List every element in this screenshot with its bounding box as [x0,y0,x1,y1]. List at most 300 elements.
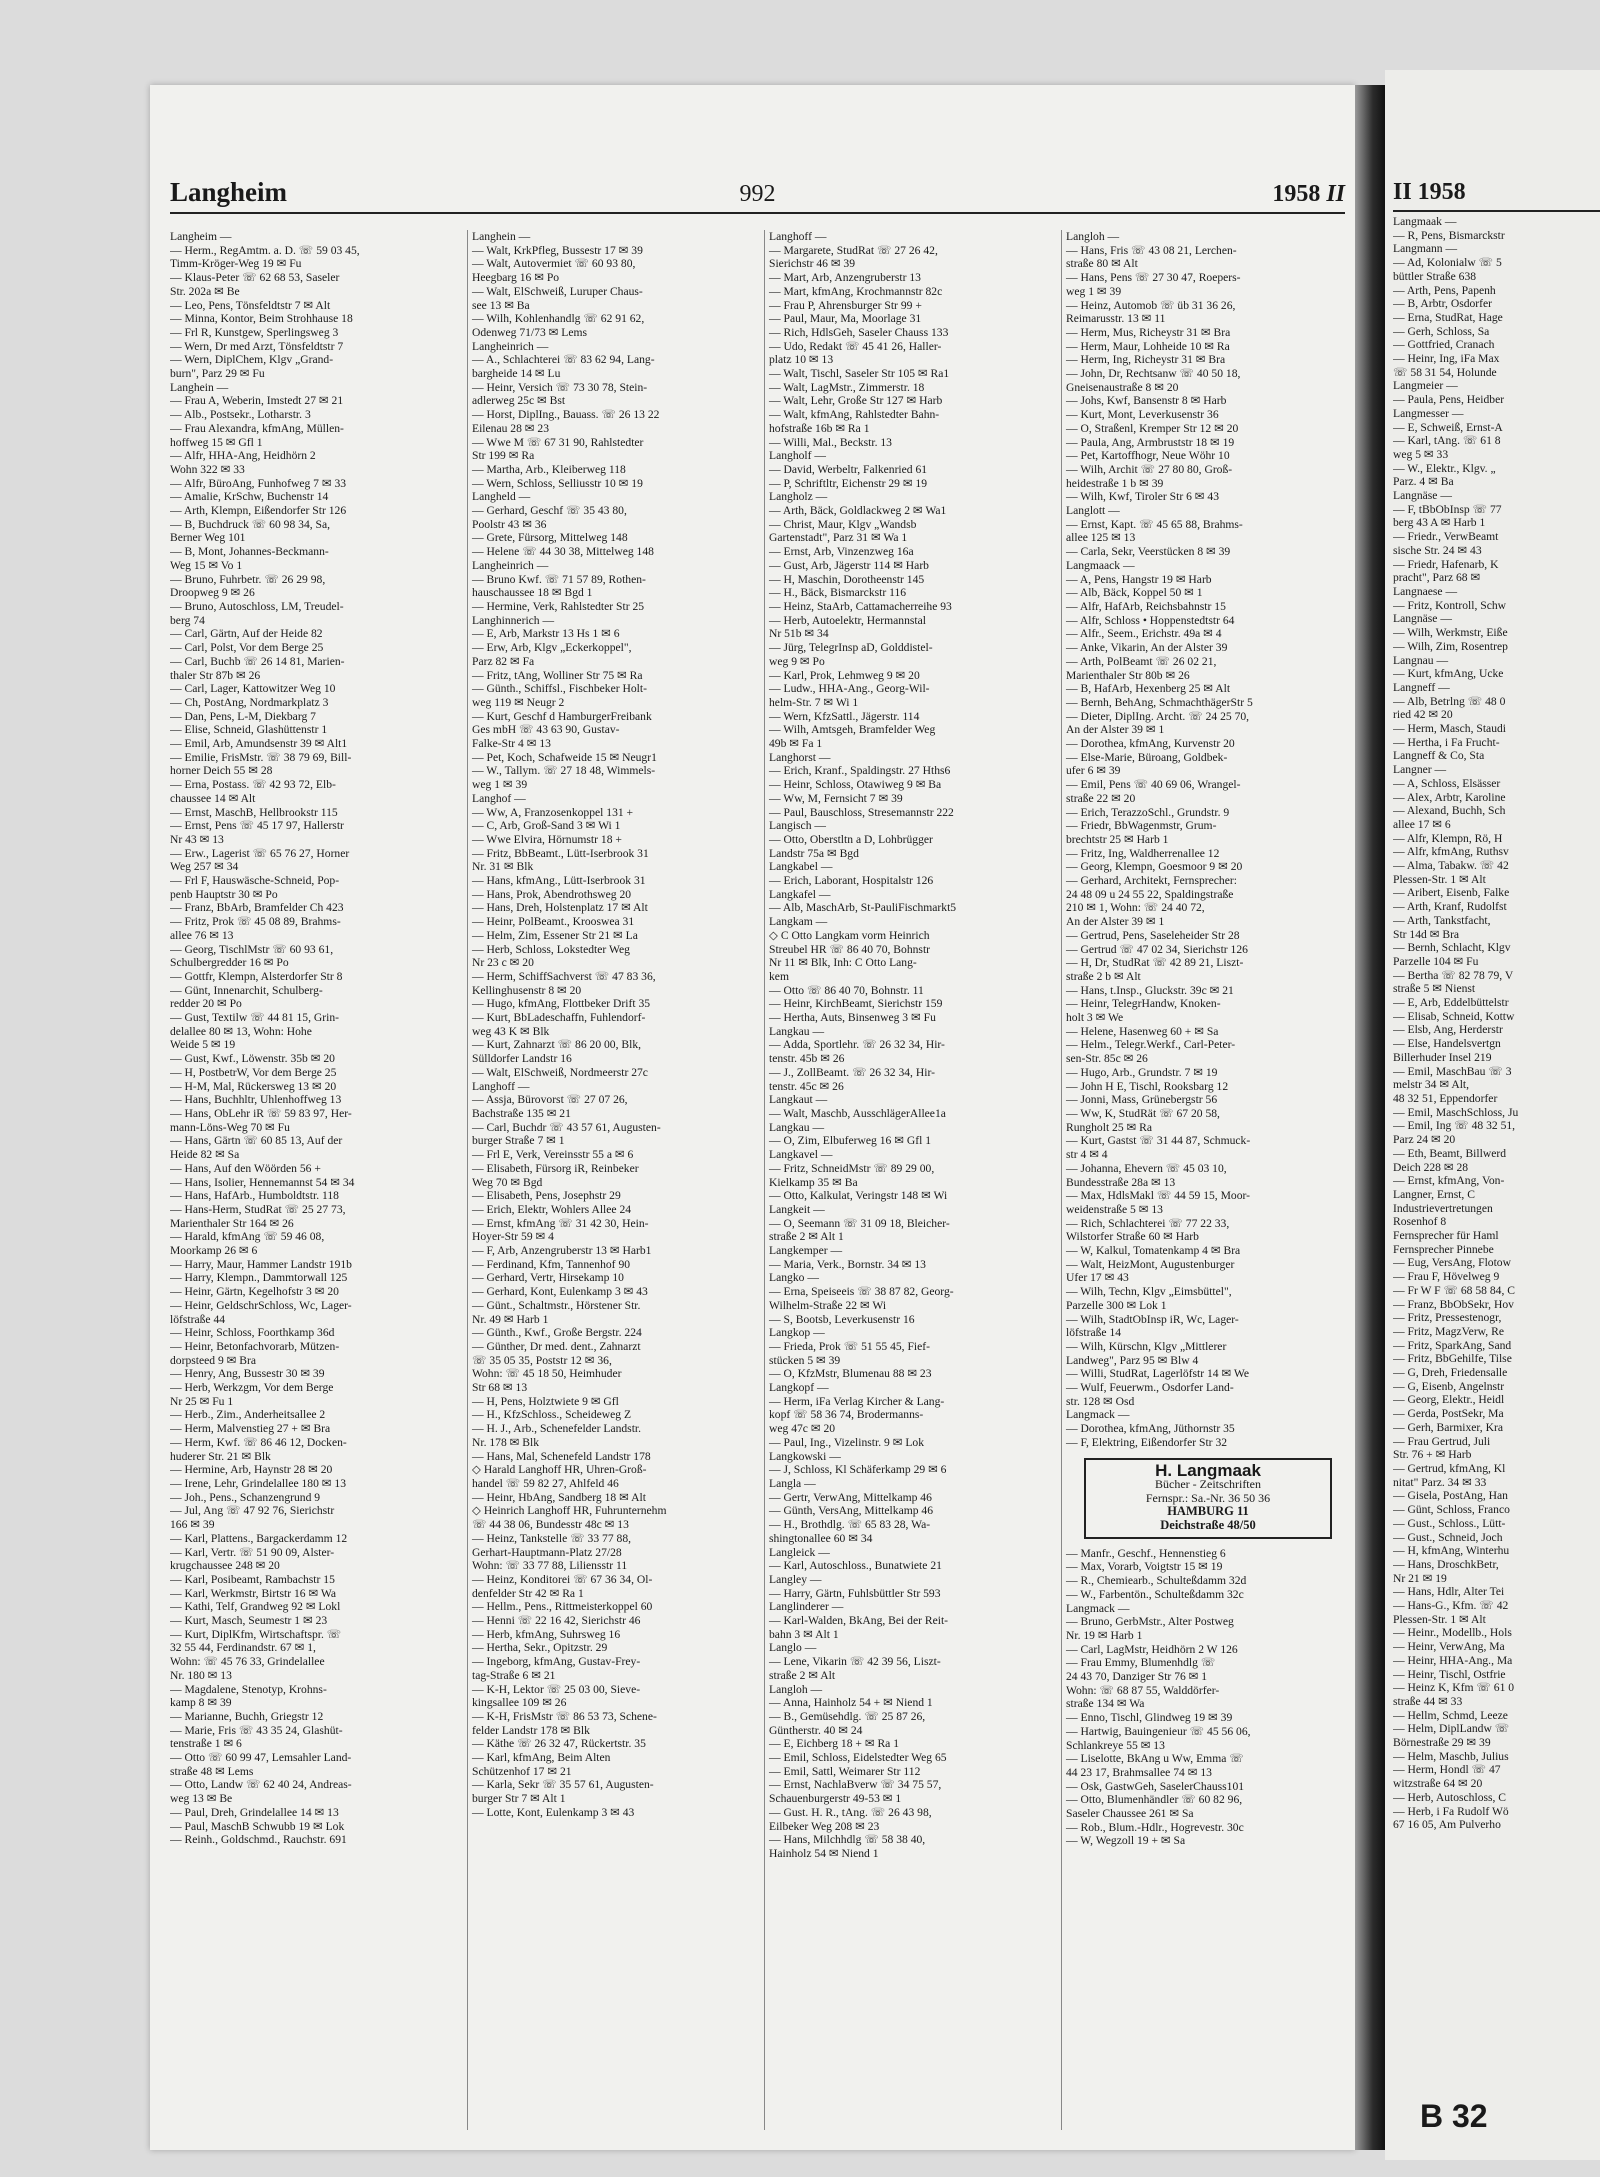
directory-entry: — Frau Alexandra, kfmAng, Müllen- [170,421,344,435]
directory-entry: — Otto, Landw ☏ 62 40 24, Andreas- [170,1778,352,1792]
directory-entry: straße 44 ✉ 33 [1393,1694,1463,1708]
directory-entry: Nr 11 ✉ Blk, Inh: C Otto Lang- [769,956,917,970]
directory-entry: — Wilh, Kohlenhandlg ☏ 62 91 62, [472,312,645,326]
directory-entry: allee 125 ✉ 13 [1066,531,1136,545]
directory-entry: — Heinr, TelegrHandw, Knoken- [1066,997,1221,1011]
directory-entry: — Herm, Hondl ☏ 47 [1393,1763,1501,1777]
directory-entry: — Wulf, Feuerwm., Osdorfer Land- [1066,1381,1234,1395]
directory-entry: Heide 82 ✉ Sa [170,1148,240,1162]
directory-entry: — Günth., Kwf., Große Bergstr. 224 [472,1326,642,1340]
directory-entry: — Kurt, kfmAng, Ucke [1393,667,1504,681]
directory-entry: Nr. 49 ✉ Harb 1 [472,1312,549,1326]
directory-entry: — Willi, Mal., Beckstr. 13 [769,435,892,449]
directory-entry: Nr 51b ✉ 34 [769,627,829,641]
directory-entry: straße 2 ✉ Alt 1 [769,1230,844,1244]
directory-entry: 49b ✉ Fa 1 [769,737,823,751]
directory-entry: 24 43 70, Danziger Str 76 ✉ 1 [1066,1670,1208,1684]
directory-entry: Str 199 ✉ Ra [472,449,535,463]
directory-entry: Billerhuder Insel 219 [1393,1050,1492,1064]
directory-entry: — Eug, VersAng, Flotow [1393,1256,1511,1270]
directory-entry: — Franz, BbObSekr, Hov [1393,1297,1514,1311]
directory-entry: Str 14d ✉ Bra [1393,927,1460,941]
directory-entry: Str 68 ✉ 13 [472,1381,528,1395]
directory-entry: bargheide 14 ✉ Lu [472,367,561,381]
directory-entry: — Alfr, BüroAng, Funhofweg 7 ✉ 33 [170,476,347,490]
directory-entry: Langneff & Co, Sta [1393,749,1485,763]
directory-entry: Börnestraße 29 ✉ 39 [1393,1736,1491,1750]
directory-entry: — Irene, Lehr, Grindelallee 180 ✉ 13 [170,1476,347,1490]
directory-entry: — Friedr, BbWagenmstr, Grum- [1066,819,1217,833]
directory-entry: — Carl, LagMstr, Heidhörn 2 W 126 [1066,1642,1238,1656]
directory-entry: — Wilh, Kwf, Tiroler Str 6 ✉ 43 [1066,490,1219,504]
directory-entry: Langnaese — [1393,584,1458,598]
directory-entry: Saseler Chaussee 261 ✉ Sa [1066,1807,1194,1821]
directory-entry: — Alfr, HafArb, Reichsbahnstr 15 [1066,599,1226,613]
directory-entry: — Frl F, Hauswäsche-Schneid, Pop- [170,874,340,888]
directory-entry: — Wilh, Kürschn, Klgv „Mittlerer [1066,1339,1227,1353]
directory-entry: — Wern, Schloss, Selliusstr 10 ✉ 19 [472,476,643,490]
directory-entry: — Erw., Lagerist ☏ 65 76 27, Horner [170,846,350,860]
directory-entry: Odenweg 71/73 ✉ Lems [472,325,588,339]
directory-entry: Langholz — [769,490,828,504]
directory-entry: — Alfr, kfmAng, Ruthsv [1393,845,1509,859]
directory-entry: — Walt, Autovermiet ☏ 60 93 80, [472,257,636,271]
directory-entry: redder 20 ✉ Po [170,997,242,1011]
directory-entry: straße 22 ✉ 20 [1066,791,1136,805]
directory-entry: krugchaussee 248 ✉ 20 [170,1559,280,1573]
directory-entry: — Paula, Ang, Armbruststr 18 ✉ 19 [1066,435,1235,449]
directory-entry: — Harry, Maur, Hammer Landstr 191b [170,1257,352,1271]
directory-entry: — Herm, Malvenstieg 27 + ✉ Bra [170,1422,331,1436]
directory-entry: — Walt, KrkPfleg, Bussestr 17 ✉ 39 [472,243,643,257]
directory-entry: — Heinz K, Kfm ☏ 61 0 [1393,1681,1515,1695]
directory-entry: — Gust, Kwf., Löwenstr. 35b ✉ 20 [170,1052,335,1066]
directory-entry: — Erw, Arb, Klgv „Eckerkoppel", [472,641,632,655]
directory-entry: — Adda, Sportlehr. ☏ 26 32 34, Hir- [769,1038,945,1052]
directory-entry: Langheinrich — [472,339,549,353]
directory-entry: — Heinz, Konditorei ☏ 67 36 34, Ol- [472,1572,653,1586]
directory-entry: Langkaut — [769,1093,828,1107]
directory-entry: — H., Brothdlg. ☏ 65 83 28, Wa- [769,1518,931,1532]
directory-entry: Langnau — [1393,653,1449,667]
directory-entry: Wohn 322 ✉ 33 [170,462,245,476]
directory-entry: straße 48 ✉ Lems [170,1764,254,1778]
directory-entry: — Otto ☏ 86 40 70, Bohnstr. 11 [769,983,924,997]
directory-entry: — Helene ☏ 44 30 38, Mittelweg 148 [472,545,654,559]
directory-entry: — Klaus-Peter ☏ 62 68 53, Saseler [170,271,340,285]
directory-entry: — Dieter, DiplIng. Archt. ☏ 24 25 70, [1066,709,1250,723]
directory-entry: — Hans, Pens ☏ 27 30 47, Roepers- [1066,271,1241,285]
directory-entry: — E, Arb, Markstr 13 Hs 1 ✉ 6 [472,627,620,641]
directory-entry: Langmeier — [1393,379,1458,393]
directory-entry: ☏ 58 31 54, Holunde [1393,365,1497,379]
directory-entry: — Günt., Schaltmstr., Hörstener Str. [472,1298,641,1312]
directory-entry: — H. J., Arb., Schenefelder Landstr. [472,1422,642,1436]
directory-entry: horner Deich 55 ✉ 28 [170,764,273,778]
directory-entry: — Emil, Pens ☏ 40 69 06, Wrangel- [1066,778,1241,792]
directory-entry: — Otto, Blumenhändler ☏ 60 82 96, [1066,1793,1243,1807]
directory-entry: thaler Str 87b ✉ 26 [170,668,261,682]
directory-entry: tag-Straße 6 ✉ 21 [472,1668,556,1682]
facing-page-column [1393,215,1600,2080]
directory-entry: berg 43 A ✉ Harb 1 [1393,516,1486,530]
directory-entry: Nr 43 ✉ 13 [170,832,224,846]
directory-entry: — E, Arb, Eddelbüttelstr [1393,996,1509,1010]
directory-entry: weg 1 ✉ 39 [1066,284,1122,298]
directory-entry: Weg 257 ✉ 34 [170,860,239,874]
directory-entry: — P, Schriftltr, Eichenstr 29 ✉ 19 [769,476,928,490]
directory-entry: — Kurt, Masch, Seumestr 1 ✉ 23 [170,1614,328,1628]
directory-entry: — Liselotte, BkAng u Ww, Emma ☏ [1066,1752,1244,1766]
directory-entry: Langkop — [769,1326,825,1340]
directory-entry: Nr. 178 ✉ Blk [472,1435,540,1449]
directory-entry: huderer Str. 21 ✉ Blk [170,1449,271,1463]
directory-entry: — Erich, TerazzoSchl., Grundstr. 9 [1066,805,1230,819]
directory-entry: — Otto, Oberstltn a D, Lohbrügger [769,832,933,846]
directory-entry: — Walt, ElSchweiß, Nordmeerstr 27c [472,1065,648,1079]
directory-entry: — Ernst, NachlaBverw ☏ 34 75 57, [769,1778,942,1792]
directory-entry: — Hans, Fris ☏ 43 08 21, Lerchen- [1066,243,1237,257]
directory-entry: — Hans, Milchhdlg ☏ 58 38 40, [769,1833,926,1847]
directory-entry: Wohn: ☏ 45 18 50, Heimhuder [472,1367,622,1381]
directory-entry: — Walt, Lehr, Große Str 127 ✉ Harb [769,394,943,408]
directory-page [150,85,1355,2150]
directory-entry: — Heinr, KirchBeamt, Sierichstr 159 [769,997,943,1011]
directory-entry: Droopweg 9 ✉ 26 [170,586,255,600]
directory-entry: — Leo, Pens, Tönsfeldtstr 7 ✉ Alt [170,298,331,312]
directory-entry: Gartenstadt", Parz 31 ✉ Wa 1 [769,531,908,545]
directory-entry: Langhoff — [472,1079,530,1093]
directory-entry: ◇ C Otto Langkam vorm Heinrich [769,928,930,942]
directory-entry: brechtstr 25 ✉ Harb 1 [1066,832,1169,846]
directory-entry: — Erich, Elektr, Wohlers Allee 24 [472,1202,632,1216]
directory-entry: bahn 3 ✉ Alt 1 [769,1627,839,1641]
directory-entry: straße 134 ✉ Wa [1066,1697,1145,1711]
directory-entry: — Walt, HeizMont, Augustenburger [1066,1257,1235,1271]
directory-entry: ufer 6 ✉ 39 [1066,764,1121,778]
directory-entry: — J, Schloss, Kl Schäferkamp 29 ✉ 6 [769,1463,947,1477]
directory-entry: Fernsprecher für Haml [1393,1229,1499,1243]
directory-entry: — H, Maschin, Dorotheenstr 145 [769,572,925,586]
directory-entry: — Rich, Schlachterei ☏ 77 22 33, [1066,1216,1230,1230]
directory-entry: Ufer 17 ✉ 43 [1066,1271,1129,1285]
directory-entry: burger Str 7 ✉ Alt 1 [472,1792,566,1806]
directory-entry: handel ☏ 59 82 27, Ahlfeld 46 [472,1476,619,1490]
directory-entry: — Eth, Beamt, Billwerd [1393,1146,1507,1160]
directory-entry: 48 32 51, Eppendorfer [1393,1092,1498,1105]
directory-entry: — Friedr., VerwBeamt [1393,530,1499,544]
directory-entry: — Frau P, Ahrensburger Str 99 + [769,298,922,312]
directory-entry: straße 2 b ✉ Alt [1066,969,1141,983]
directory-entry: Langkopf — [769,1381,829,1395]
directory-entry: — Jul, Ang ☏ 47 92 76, Sierichstr [170,1504,335,1518]
directory-entry: helm-Str. 7 ✉ Wi 1 [769,695,859,709]
directory-entry: — Arth, Tankstfacht, [1393,913,1491,927]
directory-entry: — Wilh, Techn, Klgv „Eimsbüttel", [1066,1285,1232,1299]
directory-entry: Wohn: ☏ 68 87 55, Walddörfer- [1066,1683,1220,1697]
directory-entry: — Henni ☏ 22 16 42, Sierichstr 46 [472,1614,641,1628]
directory-entry: — Kurt, DiplKfm, Wirtschaftspr. ☏ [170,1627,342,1641]
directory-entry: — Herm, Masch, Staudi [1393,722,1507,736]
book-gutter [1355,85,1385,2150]
directory-entry: — Friedr, Hafenarb, K [1393,557,1499,571]
directory-entry: Wilhelm-Straße 22 ✉ Wi [769,1298,887,1312]
directory-entry: Kielkamp 35 ✉ Ba [769,1175,858,1189]
directory-entry: — Bruno, Fuhrbetr. ☏ 26 29 98, [170,572,326,586]
directory-entry: — Mart, Arb, Anzengruberstr 13 [769,271,921,285]
directory-entry: — Hans, Prok, Abendrothsweg 20 [472,887,632,901]
directory-entry: Weg 70 ✉ Bgd [472,1175,543,1189]
ad-title: H. Langmaak [1155,1460,1261,1480]
directory-entry: nitat" Parz. 34 ✉ 33 [1393,1475,1487,1489]
directory-entry: — Günth., Schiffsl., Fischbeker Holt- [472,682,647,696]
directory-entry: — Wern, KfzSattl., Jägerstr. 114 [769,709,920,723]
directory-entry: — B., Gemüsehdlg. ☏ 25 87 26, [769,1709,926,1723]
directory-entry: — Heinr, Betonfachvorarb, Mützen- [170,1339,340,1353]
directory-entry: — Otto ☏ 60 99 47, Lemsahler Land- [170,1751,352,1765]
directory-entry: — Heinr, Schloss, Otawiweg 9 ✉ Ba [769,778,942,792]
directory-entry: — Johanna, Ehevern ☏ 45 03 10, [1066,1161,1227,1175]
directory-entry: — Ch, PostAng, Nordmarkplatz 3 [170,695,329,709]
directory-entry: — Else-Marie, Büroang, Goldbek- [1066,750,1228,764]
directory-entry: Wohn: ☏ 45 76 33, Grindelallee [170,1655,325,1669]
directory-entry: str. 128 ✉ Osd [1066,1394,1135,1408]
directory-entry: Heegbarg 16 ✉ Po [472,271,560,285]
directory-entry: — C, Arb, Groß-Sand 3 ✉ Wi 1 [472,819,621,833]
directory-entry: — Elise, Schneid, Glashüttenstr 1 [170,723,328,737]
directory-entry: — Herb., Zim., Anderheitsallee 2 [170,1408,326,1422]
directory-entry: kopf ☏ 58 36 74, Brodermanns- [769,1408,924,1422]
directory-entry: Nr 23 c ✉ 20 [472,956,534,970]
directory-entry: — Arth, Klempn, Eißendorfer Str 126 [170,504,347,518]
directory-entry: — Henry, Ang, Bussestr 30 ✉ 39 [170,1367,325,1381]
directory-entry: Plessen-Str. 1 ✉ Alt [1393,1612,1486,1626]
directory-entry: — Hans, DroschkBetr, [1393,1557,1499,1571]
directory-entry: — Elisabeth, Fürsorg iR, Reinbeker [472,1161,639,1175]
directory-entry: — Alma, Tabakw. ☏ 42 [1393,859,1509,873]
directory-entry: Schulbergredder 16 ✉ Po [170,956,289,970]
directory-entry: weg 47c ✉ 20 [769,1422,836,1436]
directory-entry: — Reinh., Goldschmd., Rauchstr. 691 [170,1833,347,1847]
directory-entry: — Helm, Zim, Essener Str 21 ✉ La [472,928,638,942]
directory-entry: — Wilh, Zim, Rosentrep [1393,639,1508,653]
directory-entry: — Wwe M ☏ 67 31 90, Rahlstedter [472,435,644,449]
directory-entry: — Heinr, VerwAng, Ma [1393,1640,1505,1654]
directory-entry: — Hellm, Schmd, Leeze [1393,1708,1508,1722]
directory-entry: — Heinz, Tankstelle ☏ 33 77 88, [472,1531,632,1545]
directory-entry: Parz 24 ✉ 20 [1393,1133,1456,1147]
directory-entry: — Gerhard, Architekt, Fernsprecher: [1066,874,1237,888]
directory-entry: — Ernst, MaschB, Hellbrookstr 115 [170,805,338,819]
directory-entry: — Alb., Postsekr., Lotharstr. 3 [170,408,311,422]
directory-entry: 210 ✉ 1, Wohn: ☏ 24 40 72, [1066,901,1205,915]
directory-entry: Langmaack — [1066,558,1135,572]
directory-entry: — Karl-Walden, BkAng, Bei der Reit- [769,1614,949,1628]
directory-entry: Marienthaler Str 80b ✉ 26 [1066,668,1190,682]
directory-entry: — John H E, Tischl, Rooksbarg 12 [1066,1079,1229,1093]
directory-entry: weg 43 K ✉ Blk [472,1024,550,1038]
directory-entry: — Gerh, Schloss, Sa [1393,324,1490,338]
directory-entry: — Bernh, BehAng, SchmachthägerStr 5 [1066,695,1253,709]
directory-columns [170,230,1345,2130]
page-header [170,177,1345,214]
directory-entry: — K-H, FrisMstr ☏ 86 53 73, Schene- [472,1709,657,1723]
directory-entry: — Herb, Schloss, Lokstedter Weg [472,942,630,956]
directory-entry: — Fritz, SparkAng, Sand [1393,1338,1512,1352]
directory-entry: — Amalie, KrSchw, Buchenstr 14 [170,490,329,504]
directory-entry: — Frau A, Weberin, Imstedt 27 ✉ 21 [170,394,344,408]
directory-entry: — Käthe ☏ 26 32 47, Rückertstr. 35 [472,1737,646,1751]
directory-entry: — Gottfr, Klempn, Alsterdorfer Str 8 [170,969,343,983]
directory-entry: — Hans, Mal, Schenefeld Landstr 178 [472,1449,651,1463]
directory-entry: — Hertha, Sekr., Opitzstr. 29 [472,1641,608,1655]
directory-entry: Falke-Str 4 ✉ 13 [472,737,551,751]
directory-entry: — Carl, Buchdr ☏ 43 57 61, Augusten- [472,1120,661,1134]
directory-entry: Parz 82 ✉ Fa [472,654,535,668]
directory-entry: Str. 76 + ✉ Harb [1393,1448,1472,1462]
directory-entry: — K-H, Lektor ☏ 25 03 00, Sieve- [472,1682,641,1696]
directory-entry: Langheim — [170,230,232,243]
directory-entry: Langhein — [170,380,229,394]
directory-entry: — Emil, MaschSchloss, Ju [1393,1105,1519,1119]
directory-entry: — Arth, Kranf, Rudolfst [1393,900,1507,914]
directory-entry: — Kurt, Geschf d HamburgerFreibank [472,709,652,723]
directory-entry: — Else, Handelsvertgn [1393,1037,1501,1051]
directory-entry: — Ad, Kolonialw ☏ 5 [1393,256,1502,270]
directory-entry: Ges mbH ☏ 43 63 90, Gustav- [472,723,620,737]
directory-entry: — Herm, Mus, Richeystr 31 ✉ Bra [1066,325,1231,339]
directory-entry: — Helm., Telegr.Werkf., Carl-Peter- [1066,1038,1236,1052]
directory-entry: — Ingeborg, kfmAng, Gustav-Frey- [472,1655,641,1669]
directory-entry: — Karla, Sekr ☏ 35 57 61, Augusten- [472,1778,654,1792]
directory-entry: — Bruno, Autoschloss, LM, Treudel- [170,599,344,613]
directory-entry: — Carl, Buchb ☏ 26 14 81, Marien- [170,654,345,668]
directory-entry: — Dorothea, kfmAng, Kurvenstr 20 [1066,737,1235,751]
directory-entry: — Jürg, TelegrInsp aD, Golddistel- [769,641,933,655]
directory-entry: — A, Schloss, Elsässer [1393,776,1501,790]
directory-entry: — Willi, StudRat, Lagerlöfstr 14 ✉ We [1066,1367,1250,1381]
directory-entry: — Emilie, FrisMstr. ☏ 38 79 69, Bill- [170,750,352,764]
directory-entry: — H, kfmAng, Winterhu [1393,1544,1510,1558]
directory-entry: — Emil, MaschBau ☏ 3 [1393,1064,1512,1078]
directory-entry: felder Landstr 178 ✉ Blk [472,1723,590,1737]
directory-entry: adlerweg 25c ✉ Bst [472,394,566,408]
directory-entry: — Franz, BbArb, Bramfelder Ch 423 [170,901,344,915]
directory-entry: Langkau — [769,1120,825,1134]
directory-entry: — Herb, Autoschloss, C [1393,1790,1507,1804]
directory-entry: allee 17 ✉ 6 [1393,817,1451,831]
directory-entry: — Hellm., Pens., Rittmeisterkoppel 60 [472,1600,653,1614]
column-4-entries-bottom [1066,1547,1348,1848]
directory-entry: — Martha, Arb., Kleiberweg 118 [472,462,626,476]
directory-entry: Langloh — [769,1682,823,1696]
directory-entry: — Hans, kfmAng., Lütt-Iserbrook 31 [472,874,646,888]
directory-entry: — Hartwig, Bauingenieur ☏ 45 56 06, [1066,1724,1251,1738]
directory-entry: — Ernst, Arb, Vinzenzweg 16a [769,545,914,559]
directory-entry: — Erich, Kranf., Spaldingstr. 27 Hths6 [769,764,951,778]
directory-entry: — Kurt, BbLadeschaffn, Fuhlendorf- [472,1011,646,1025]
directory-entry: — Magdalene, Stenotyp, Krohns- [170,1682,327,1696]
directory-entry: — Gertrud ☏ 47 02 34, Sierichstr 126 [1066,942,1248,956]
directory-entry: Langlinderer — [769,1600,844,1614]
directory-entry: — Wern, Dr med Arzt, Tönsfeldtstr 7 [170,339,344,353]
directory-entry: Langkabel — [769,860,833,874]
directory-entry: Gerhart-Hauptmann-Platz 27/28 [472,1545,622,1559]
directory-entry: Langisch — [769,819,826,833]
directory-entry: — Wilh, Archit ☏ 27 80 80, Groß- [1066,462,1233,476]
directory-entry: — Gust. H. R., tAng. ☏ 26 43 98, [769,1805,932,1819]
directory-entry: — Arth, Pens, Papenh [1393,283,1496,297]
directory-entry: — Heinr, Schloss, Foorthkamp 36d [170,1326,335,1340]
directory-entry: — E, Schweiß, Ernst-A [1393,420,1503,434]
directory-entry: — Emil, Arb, Amundsenstr 39 ✉ Alt1 [170,737,348,751]
directory-entry: straße 5 ✉ Nienst [1393,982,1476,996]
directory-entry: kingsallee 109 ✉ 26 [472,1696,567,1710]
directory-entry: — John, Dr, Rechtsanw ☏ 40 50 18, [1066,367,1241,381]
directory-entry: allee 76 ✉ 13 [170,928,234,942]
advertisement-box [1084,1458,1332,1539]
directory-entry: Langholf — [769,449,826,463]
directory-entry: — Frieda, Prok ☏ 51 55 45, Fief- [769,1339,931,1353]
directory-entry: — Hertha, i Fa Frucht- [1393,735,1500,749]
ad-line-2: Fernspr.: Sa.-Nr. 36 50 36 [1145,1491,1271,1506]
directory-entry: — Gerhard, Geschf ☏ 35 43 80, [472,504,627,518]
directory-entry: An der Alster 39 ✉ 1 [1066,723,1165,737]
directory-entry: — Hertha, Auts, Binsenweg 3 ✉ Fu [769,1011,936,1025]
directory-entry: — Alfr, HHA-Ang, Heidhörn 2 [170,449,316,463]
directory-entry: Langheld — [472,490,531,504]
directory-entry: — Grete, Fürsorg, Mittelweg 148 [472,531,628,545]
directory-entry: — Walt, LagMstr., Zimmerstr. 18 [769,380,925,394]
directory-entry: Nr. 31 ✉ Blk [472,860,534,874]
directory-entry: Eilenau 28 ✉ 23 [472,421,550,435]
directory-entry: Langleick — [769,1545,830,1559]
directory-entry: — Heinr, PolBeamt., Krooswea 31 [472,915,635,929]
directory-entry: — Fritz, BbBeamt., Lütt-Iserbrook 31 [472,846,649,860]
directory-entry: — Günt, Schloss, Franco [1393,1503,1510,1517]
directory-entry: — Erna, Postass. ☏ 42 93 72, Elb- [170,778,336,792]
directory-entry: kem [769,969,789,983]
directory-entry: — Emil, Sattl, Weimarer Str 112 [769,1764,921,1778]
directory-entry: — Karl, Werkmstr, Birtstr 16 ✉ Wa [170,1586,337,1600]
directory-entry: Langmann — [1393,242,1458,256]
directory-entry: — W., Farbentön., Schulteßdamm 32c [1066,1587,1244,1601]
directory-entry: — Gust, Textilw ☏ 44 81 15, Grin- [170,1011,340,1025]
directory-entry: — Georg, TischlMstr ☏ 60 93 61, [170,942,334,956]
directory-entry: pracht", Parz 68 ✉ [1393,571,1481,585]
directory-entry: — O, Seemann ☏ 31 09 18, Bleicher- [769,1216,950,1230]
directory-entry: — Gertrud, kfmAng, Kl [1393,1461,1506,1475]
column-1 [170,230,463,2130]
directory-entry: Langhinnerich — [472,613,555,627]
directory-entry: Langnäse — [1393,612,1452,626]
directory-entry: — F, Elektring, Eißendorfer Str 32 [1066,1435,1228,1449]
directory-entry: — Arth, Bäck, Goldlackweg 2 ✉ Wa1 [769,504,947,518]
directory-entry: — Hans, Buchhltr, Uhlenhoffweg 13 [170,1093,342,1107]
running-head-name: Langheim [170,177,288,207]
directory-entry: — Karl, Prok, Lehmweg 9 ✉ 20 [769,668,920,682]
directory-entry: — Pet, Koch, Schafweide 15 ✉ Neugr1 [472,750,657,764]
directory-entry: Berner Weg 101 [170,531,246,545]
directory-entry: — Ernst, Pens ☏ 45 17 97, Hallerstr [170,819,344,833]
directory-entry: — Alfr, Klempn, Rö, H [1393,831,1503,845]
directory-entry: — Erna, StudRat, Hage [1393,310,1503,324]
directory-entry: — Bruno, GerbMstr., Alter Postweg [1066,1615,1234,1629]
directory-entry: — Harry, Klempn., Dammtorwall 125 [170,1271,348,1285]
directory-entry: — Fritz, tAng, Wolliner Str 75 ✉ Ra [472,668,643,682]
facing-page-fragment [1385,70,1600,2160]
directory-entry: Industrievertretungen [1393,1201,1493,1215]
